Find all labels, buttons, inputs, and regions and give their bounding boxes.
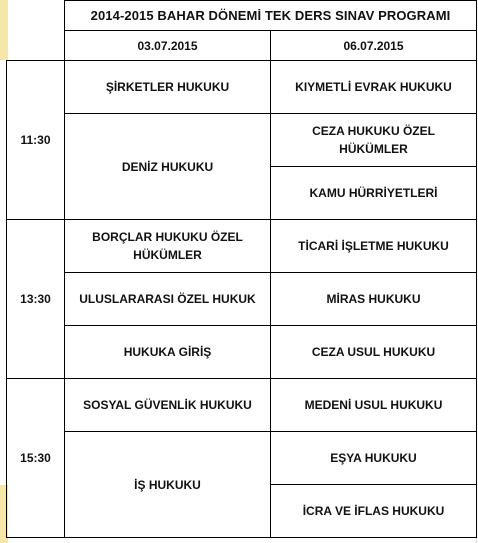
- table-row: [7, 432, 477, 485]
- exam-cell[interactable]: MEDENİ USUL HUKUKU: [271, 379, 477, 432]
- exam-cell[interactable]: BORÇLAR HUKUKU ÖZEL HÜKÜMLER: [65, 220, 271, 273]
- time-slot-1130[interactable]: 11:30: [7, 61, 65, 220]
- exam-cell[interactable]: TİCARİ İŞLETME HUKUKU: [271, 220, 477, 273]
- date-header-day1[interactable]: 03.07.2015: [65, 31, 271, 61]
- date-header-day2[interactable]: 06.07.2015: [271, 31, 477, 61]
- date-header-row: [7, 31, 477, 61]
- exam-cell[interactable]: MİRAS HUKUKU: [271, 273, 477, 326]
- exam-cell[interactable]: İŞ HUKUKU: [65, 432, 271, 538]
- exam-cell[interactable]: SOSYAL GÜVENLİK HUKUKU: [65, 379, 271, 432]
- table-row: [7, 220, 477, 273]
- table-row: [7, 379, 477, 432]
- exam-cell[interactable]: KAMU HÜRRİYETLERİ: [271, 167, 477, 220]
- time-slot-1330[interactable]: 13:30: [7, 220, 65, 379]
- exam-cell[interactable]: KIYMETLİ EVRAK HUKUKU: [271, 61, 477, 114]
- exam-cell[interactable]: HUKUKA GİRİŞ: [65, 326, 271, 379]
- exam-cell[interactable]: CEZA HUKUKU ÖZEL HÜKÜMLER: [271, 114, 477, 167]
- exam-cell[interactable]: ULUSLARARASI ÖZEL HUKUK: [65, 273, 271, 326]
- exam-cell[interactable]: ŞİRKETLER HUKUKU: [65, 61, 271, 114]
- exam-schedule-table: [6, 0, 477, 538]
- title-row: [7, 1, 477, 31]
- table-row: [7, 114, 477, 167]
- time-slot-1530[interactable]: 15:30: [7, 379, 65, 538]
- corner-cell[interactable]: [7, 1, 65, 61]
- exam-cell[interactable]: EŞYA HUKUKU: [271, 432, 477, 485]
- table-row: [7, 273, 477, 326]
- exam-cell[interactable]: İCRA VE İFLAS HUKUKU: [271, 485, 477, 538]
- table-row: [7, 326, 477, 379]
- table-row: [7, 61, 477, 114]
- schedule-title[interactable]: 2014-2015 BAHAR DÖNEMİ TEK DERS SINAV PROGRAMI: [65, 1, 477, 31]
- exam-cell[interactable]: CEZA USUL HUKUKU: [271, 326, 477, 379]
- exam-cell[interactable]: DENİZ HUKUKU: [65, 114, 271, 220]
